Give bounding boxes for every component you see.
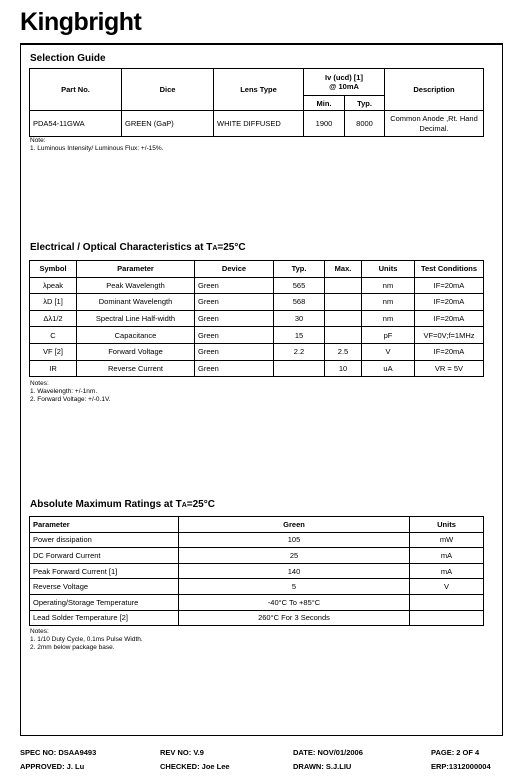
eo-cell: uA — [362, 360, 415, 377]
eo-header: Test Conditions — [415, 261, 484, 278]
amr-header: Units — [410, 517, 484, 533]
footer-date: DATE: NOV/01/2006 — [293, 748, 363, 757]
eo-cell: 2.5 — [325, 343, 362, 360]
cell-dice: GREEN (GaP) — [122, 111, 214, 137]
table-row — [30, 548, 484, 564]
amr-cell: mA — [410, 548, 484, 564]
eo-cell: λD [1] — [30, 294, 77, 311]
eo-title-sub: A — [212, 245, 218, 252]
header-min: Min. — [304, 96, 345, 111]
amr-cell: Operating/Storage Temperature — [30, 594, 179, 610]
eo-cell: IF=20mA — [415, 343, 484, 360]
selection-guide-notes — [30, 137, 164, 153]
table-row — [30, 310, 484, 327]
eo-cell: VF [2] — [30, 343, 77, 360]
eo-cell: Green — [195, 360, 274, 377]
footer-drawn: DRAWN: S.J.LIU — [293, 762, 352, 771]
note-line: Note: — [30, 137, 46, 144]
footer-page: PAGE: 2 OF 4 — [431, 748, 480, 757]
table-row — [30, 294, 484, 311]
eo-cell: 568 — [274, 294, 325, 311]
cell-part-no: PDA54-11GWA — [30, 111, 122, 137]
eo-header: Max. — [325, 261, 362, 278]
amr-title — [30, 499, 215, 510]
eo-cell: Forward Voltage — [77, 343, 195, 360]
amr-cell: 140 — [179, 563, 410, 579]
table-row — [30, 360, 484, 377]
amr-title-end: =25°C — [186, 499, 215, 510]
eo-cell: 2.2 — [274, 343, 325, 360]
amr-title-sub: A — [181, 502, 187, 509]
header-description: Description — [385, 69, 484, 111]
eo-cell — [325, 327, 362, 344]
amr-notes — [30, 628, 143, 652]
table-row — [30, 327, 484, 344]
eo-cell: Capacitance — [77, 327, 195, 344]
eo-cell: IF=20mA — [415, 277, 484, 294]
header-iv-condition: @ 10mA — [329, 82, 359, 91]
header-iv — [304, 69, 385, 96]
table-row — [30, 343, 484, 360]
header-typ: Typ. — [345, 96, 385, 111]
table-row — [30, 277, 484, 294]
footer-approved: APPROVED: J. Lu — [20, 762, 85, 771]
table-row — [30, 579, 484, 595]
amr-cell: 105 — [179, 532, 410, 548]
amr-cell: 5 — [179, 579, 410, 595]
amr-title-text: Absolute Maximum Ratings at T — [30, 499, 182, 510]
table-row — [30, 594, 484, 610]
note-line: Notes: — [30, 628, 49, 635]
cell-min: 1900 — [304, 111, 345, 137]
header-dice: Dice — [122, 69, 214, 111]
eo-cell: Green — [195, 343, 274, 360]
eo-cell: Spectral Line Half-width — [77, 310, 195, 327]
eo-cell: VR = 5V — [415, 360, 484, 377]
amr-cell: -40°C To +85°C — [179, 594, 410, 610]
cell-lens-type: WHITE DIFFUSED — [214, 111, 304, 137]
eo-cell: nm — [362, 310, 415, 327]
note-line: 1. Luminous Intensity/ Luminous Flux: +/-15%. — [30, 145, 164, 152]
brand-logo: Kingbright — [20, 8, 142, 36]
table-row — [30, 532, 484, 548]
eo-header: Parameter — [77, 261, 195, 278]
table-row — [30, 563, 484, 579]
note-line: 1. Wavelength: +/-1nm. — [30, 388, 98, 395]
eo-cell: Green — [195, 310, 274, 327]
amr-cell: Reverse Voltage — [30, 579, 179, 595]
note-line: 2. Forward Voltage: +/-0.1V. — [30, 396, 111, 403]
header-iv-label: Iv (ucd) [1] — [325, 73, 363, 82]
footer-spec-no: SPEC NO: DSAA9493 — [20, 748, 97, 757]
amr-cell: DC Forward Current — [30, 548, 179, 564]
footer-checked: CHECKED: Joe Lee — [160, 762, 230, 771]
amr-table — [29, 516, 484, 626]
amr-cell: mW — [410, 532, 484, 548]
eo-title-end: =25°C — [217, 242, 246, 253]
amr-cell: Lead Solder Temperature [2] — [30, 610, 179, 626]
selection-guide-title: Selection Guide — [30, 53, 106, 64]
eo-title — [30, 242, 246, 253]
eo-cell: Green — [195, 294, 274, 311]
header-part-no: Part No. — [30, 69, 122, 111]
amr-cell: Power dissipation — [30, 532, 179, 548]
amr-cell — [410, 594, 484, 610]
eo-notes — [30, 380, 111, 404]
eo-header: Symbol — [30, 261, 77, 278]
eo-title-text: Electrical / Optical Characteristics at T — [30, 242, 213, 253]
amr-cell: Peak Forward Current [1] — [30, 563, 179, 579]
eo-cell: VF=0V;f=1MHz — [415, 327, 484, 344]
eo-cell: 565 — [274, 277, 325, 294]
cell-typ: 8000 — [345, 111, 385, 137]
eo-header: Typ. — [274, 261, 325, 278]
eo-cell: Green — [195, 277, 274, 294]
header-lens-type: Lens Type — [214, 69, 304, 111]
note-line: 1. 1/10 Duty Cycle, 0.1ms Pulse Width. — [30, 636, 143, 643]
eo-cell: pF — [362, 327, 415, 344]
eo-cell: nm — [362, 294, 415, 311]
amr-cell: 25 — [179, 548, 410, 564]
footer-rev-no: REV NO: V.9 — [160, 748, 204, 757]
eo-cell: 15 — [274, 327, 325, 344]
eo-table — [29, 260, 484, 377]
amr-cell: 260°C For 3 Seconds — [179, 610, 410, 626]
footer-erp: ERP:1312000004 — [431, 762, 491, 771]
selection-guide-table — [29, 68, 484, 137]
amr-cell — [410, 610, 484, 626]
eo-cell: Δλ1/2 — [30, 310, 77, 327]
eo-cell: IR — [30, 360, 77, 377]
eo-cell — [274, 360, 325, 377]
eo-cell: Dominant Wavelength — [77, 294, 195, 311]
eo-cell: 10 — [325, 360, 362, 377]
eo-cell: Reverse Current — [77, 360, 195, 377]
eo-cell: IF=20mA — [415, 294, 484, 311]
eo-cell: 30 — [274, 310, 325, 327]
amr-cell: V — [410, 579, 484, 595]
eo-cell — [325, 310, 362, 327]
eo-cell: Peak Wavelength — [77, 277, 195, 294]
eo-cell — [325, 277, 362, 294]
eo-cell: λpeak — [30, 277, 77, 294]
eo-cell: V — [362, 343, 415, 360]
eo-cell: C — [30, 327, 77, 344]
cell-description: Common Anode ,Rt. Hand Decimal. — [385, 111, 484, 137]
table-row — [30, 610, 484, 626]
eo-cell: nm — [362, 277, 415, 294]
eo-header: Units — [362, 261, 415, 278]
note-line: 2. 2mm below package base. — [30, 644, 115, 651]
amr-header: Parameter — [30, 517, 179, 533]
note-line: Notes: — [30, 380, 49, 387]
eo-cell — [325, 294, 362, 311]
eo-cell: IF=20mA — [415, 310, 484, 327]
eo-cell: Green — [195, 327, 274, 344]
eo-header: Device — [195, 261, 274, 278]
amr-cell: mA — [410, 563, 484, 579]
amr-header: Green — [179, 517, 410, 533]
